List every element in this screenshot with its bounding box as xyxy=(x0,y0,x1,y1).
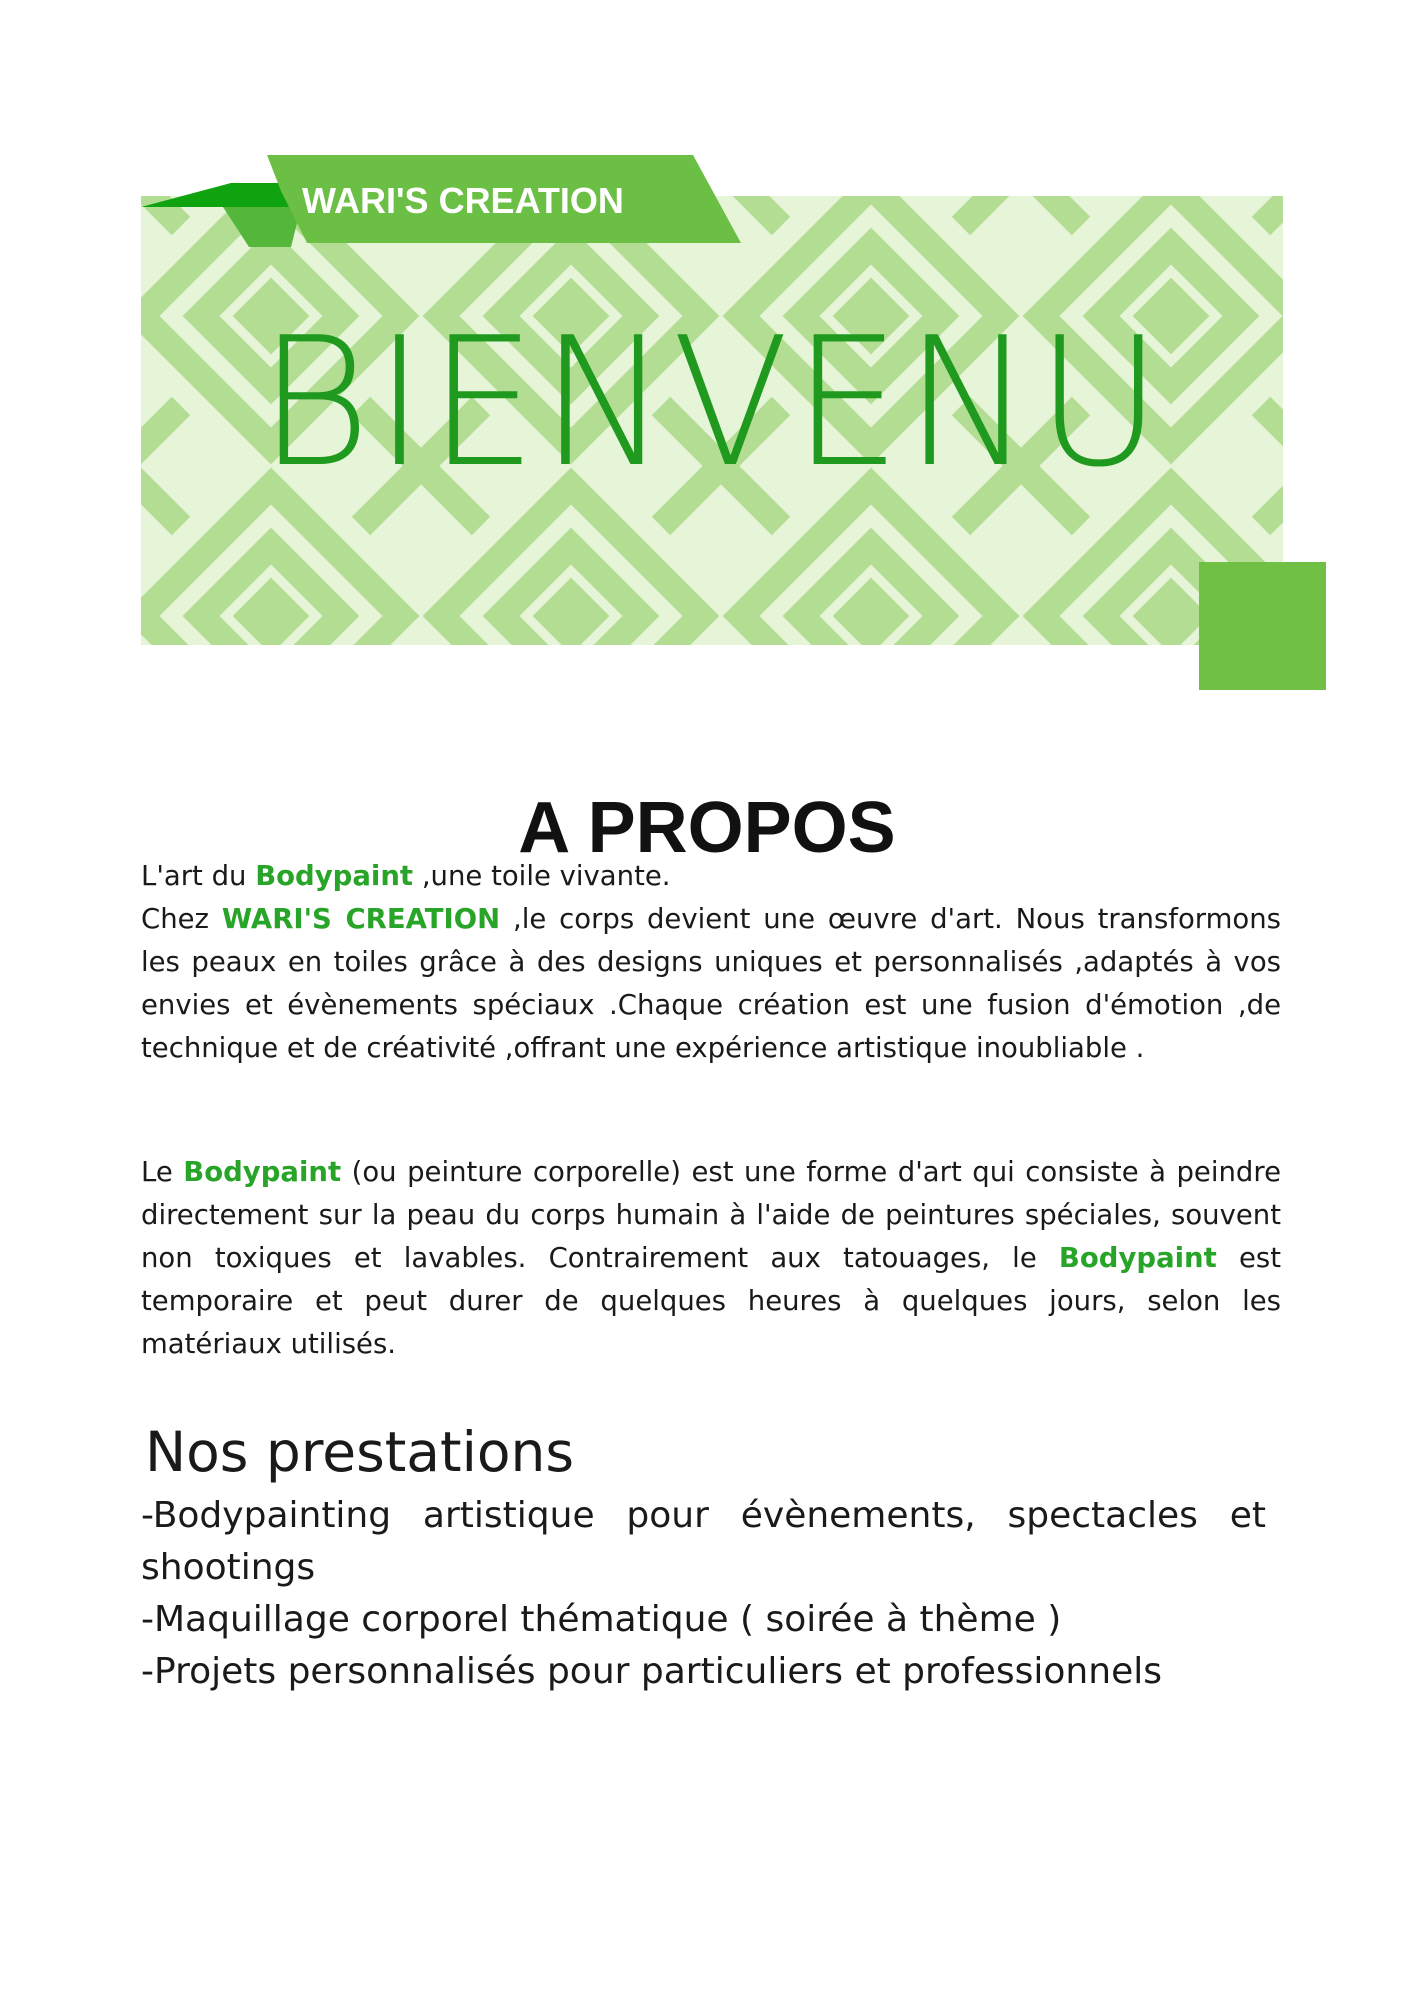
service-item: -Maquillage corporel thématique ( soirée à thème ) xyxy=(141,1599,1062,1640)
bodypaint-highlight: Bodypaint xyxy=(1058,1242,1217,1274)
brand-highlight: WARI'S CREATION xyxy=(221,903,501,935)
brand-name-label: WARI'S CREATION xyxy=(302,180,624,221)
bodypaint-definition-paragraph xyxy=(141,1151,1281,1366)
about-intro-paragraph xyxy=(141,855,1281,1070)
text-span: ,une toile vivante. xyxy=(421,860,671,892)
bodypaint-highlight: Bodypaint xyxy=(183,1156,342,1188)
bodypaint-highlight: Bodypaint xyxy=(255,860,414,892)
welcome-banner xyxy=(141,196,1283,645)
welcome-title: BIENVENU xyxy=(258,299,1166,506)
text-span: Le xyxy=(141,1156,173,1188)
text-span: L'art du xyxy=(141,860,247,892)
decorative-square xyxy=(1199,562,1326,690)
service-item: -Bodypainting artistique pour évènements, spectacles et shootings xyxy=(141,1495,1266,1588)
text-span: ,le corps devient une œuvre d'art. Nous transformons les peaux en toiles grâce à des designs uniques et personnalisés ,adaptés à vos envies et évènements spéciaux .Chaque création est une fusion d'émotion ,de technique et de créativité ,offrant une expérience artistique inoubliable . xyxy=(141,903,1281,1064)
text-span: est temporaire et peut durer de quelques heures à quelques jours, selon les matériaux utilisés. xyxy=(141,1242,1281,1360)
text-span: Chez xyxy=(141,903,209,935)
text-span: (ou peinture corporelle) est une forme d'art qui consiste à peindre directement sur la peau du corps humain à l'aide de peintures spéciales, souvent non toxiques et lavables. Contrairement aux tatouages, le xyxy=(141,1156,1281,1274)
services-list xyxy=(141,1490,1266,1698)
intro-line xyxy=(141,855,1281,898)
service-item: -Projets personnalisés pour particuliers et professionnels xyxy=(141,1651,1162,1692)
services-heading: Nos prestations xyxy=(145,1420,575,1484)
about-heading: A PROPOS xyxy=(518,788,896,869)
